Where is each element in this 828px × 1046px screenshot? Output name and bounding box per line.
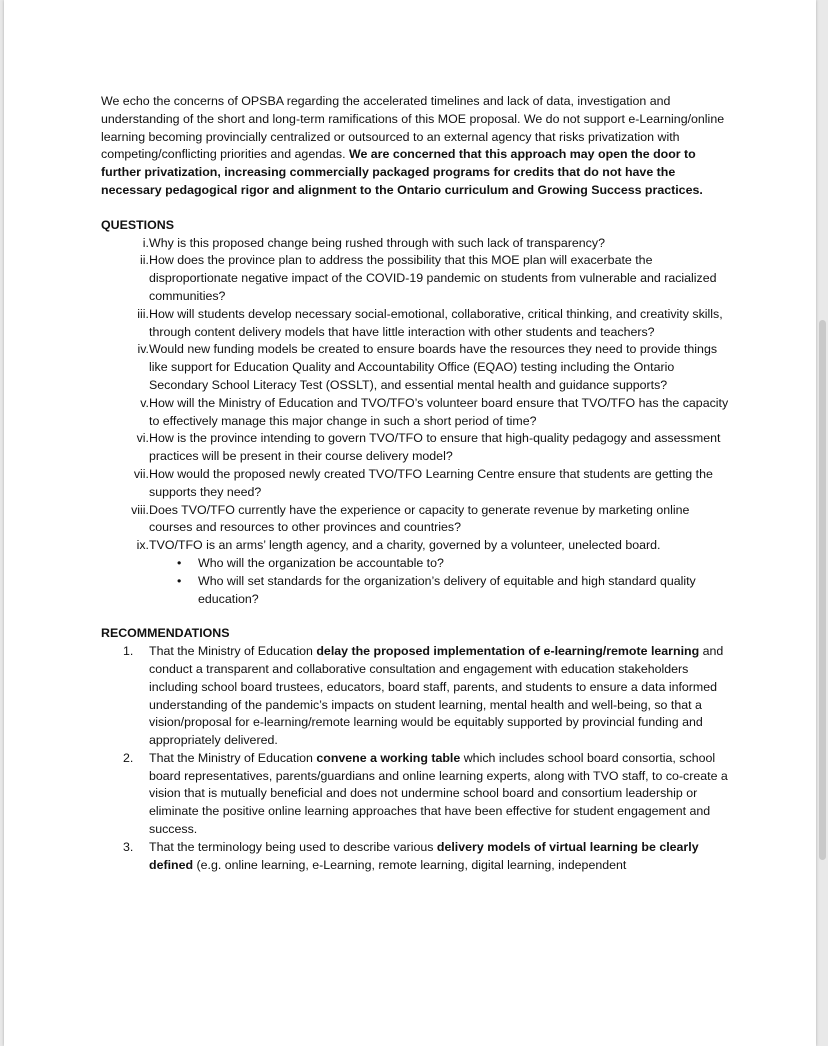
recommendation-item [101,643,731,750]
intro-bold-text: We are concerned that this approach may open the door to further privatization, increasing commercially packaged programs for credits that do not have the necessary pedagogical rigor and alignment to the Ontario curriculum and Growing Success practices. [101,147,703,197]
recommendation-text: which includes school board consortia, school board representatives, parents/guardians and online learning experts, along with TVO staff, to co-create a vision that is mutually beneficial and does not undermine school board and consortium leadership or eliminate the positive online learning approaches that have been effective for student engagement and success. [149,750,728,837]
recommendation-item [101,839,731,875]
recommendation-emphasis: convene a working table [316,750,461,765]
question-text: Why is this proposed change being rushed through with such lack of transparency? [149,235,605,250]
recommendations-list [101,643,731,874]
question-number: i. [142,235,149,250]
intro-paragraph [101,93,731,200]
recommendation-number: 1. [123,644,134,659]
recommendation-number: 2. [123,750,134,765]
question-text: Would new funding models be created to ensure boards have the resources they need to provide things like support for Education Quality and Accountability Office (EQAO) testing including the Ontario Secondary School Literacy Test (OSSLT), and essential mental health and guidance supports? [149,342,718,392]
recommendation-item [101,750,731,839]
question-number: iii. [137,306,149,321]
question-item [101,430,731,466]
vertical-scrollbar[interactable] [819,320,826,860]
question-text: How is the province intending to govern TVO/TFO to ensure that high-quality pedagogy and assessment practices will be present in their course delivery model? [149,431,721,464]
recommendation-text: That the Ministry of Education [149,750,317,765]
question-item [101,502,731,538]
question-item [101,306,731,342]
question-number: vi. [136,431,149,446]
question-text: How will students develop necessary social-emotional, collaborative, critical thinking, and creativity skills, through content delivery models that have little interaction with other students and teachers? [149,306,723,339]
question-item [101,252,731,305]
recommendations-heading: RECOMMENDATIONS [101,626,230,641]
question-text: Does TVO/TFO currently have the experience or capacity to generate revenue by marketing online courses and resources to other provinces and countries? [149,502,690,535]
bullet-icon: • [177,573,182,588]
question-number: iv. [137,342,149,357]
bullet-text: Who will set standards for the organization’s delivery of equitable and high standard quality education? [198,573,696,606]
bullet-item [101,555,731,573]
question-item [101,341,731,394]
question-text: How does the province plan to address the possibility that this MOE plan will exacerbate the disproportionate negative impact of the COVID-19 pandemic on students from vulnerable and racialized communities? [149,253,717,303]
question-item [101,466,731,502]
question-number: v. [140,395,149,410]
recommendation-text: and conduct a transparent and collaborative consultation and engagement with education stakeholders including school board trustees, educators, board staff, parents, and students to ensure a data informed understanding of the pandemic’s impacts on student learning, mental health and well-being, so that a vision/proposal for e-learning/remote learning would be equitably supported by provincial funding and appropriately delivered. [149,644,724,748]
bullet-icon: • [177,555,182,570]
recommendation-emphasis: delay the proposed implementation of e-learning/remote learning [316,644,700,659]
question-number: viii. [131,502,149,517]
question-number: ii. [140,253,149,268]
document-body [101,93,731,874]
intro-plain-text: We echo the concerns of OPSBA regarding the accelerated timelines and lack of data, investigation and understanding of the short and long-term ramifications of this MOE proposal. We do not support e-Learning/online learning becoming provincially centralized or outsourced to an external agency that risks privatization with competing/conflicting priorities and agendas. [101,94,725,162]
recommendation-text: That the Ministry of Education [149,644,317,659]
question-item [101,537,731,555]
recommendation-emphasis: delivery models of virtual learning be clearly defined [149,839,699,872]
recommendation-number: 3. [123,839,134,854]
recommendation-text: (e.g. online learning, e-Learning, remote learning, digital learning, independent [193,857,627,872]
question-text: How would the proposed newly created TVO/TFO Learning Centre ensure that students are getting the supports they need? [149,466,713,499]
question-ix-bullets [101,555,731,608]
recommendation-text: That the terminology being used to describe various [149,839,437,854]
question-item [101,235,731,253]
document-page [4,0,816,1046]
questions-heading: QUESTIONS [101,217,174,232]
question-number: vii. [133,466,149,481]
question-text: TVO/TFO is an arms’ length agency, and a charity, governed by a volunteer, unelected board. [149,538,661,553]
question-text: How will the Ministry of Education and TVO/TFO’s volunteer board ensure that TVO/TFO has the capacity to effectively manage this major change in such a short period of time? [149,395,729,428]
bullet-item [101,573,731,609]
question-number: ix. [136,538,149,553]
question-item [101,395,731,431]
questions-list [101,235,731,609]
bullet-text: Who will the organization be accountable to? [198,555,444,570]
